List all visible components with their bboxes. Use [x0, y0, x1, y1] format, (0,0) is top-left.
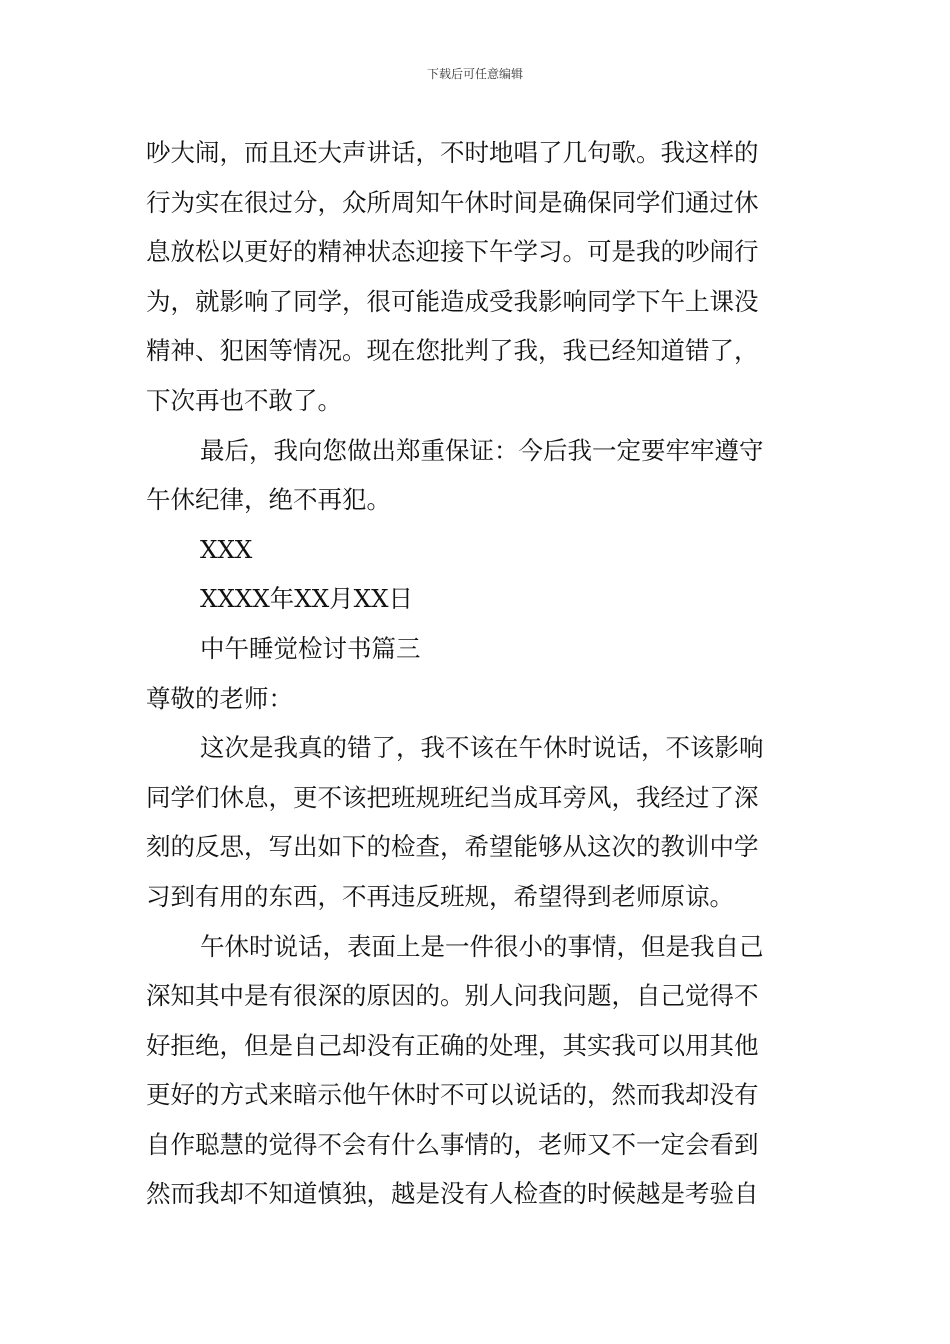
text-line: 习到有用的东西，不再违反班规，希望得到老师原谅。 — [146, 881, 734, 911]
page-header: 下载后可任意编辑 — [426, 67, 523, 81]
text-line: 然而我却不知道慎独，越是没有人检查的时候越是考验自 — [146, 1179, 759, 1209]
text-line: 吵大闹，而且还大声讲话，不时地唱了几句歌。我这样的 — [146, 138, 759, 167]
text-line: 息放松以更好的精神状态迎接下午学习。可是我的吵闹行 — [146, 237, 759, 267]
text-line: 同学们休息，更不该把班规班纪当成耳旁风，我经过了深 — [146, 782, 759, 812]
text-line: 下次再也不敢了。 — [146, 385, 342, 415]
text-line: 午休纪律，绝不再犯。 — [146, 485, 391, 515]
text-line: 为，就影响了同学，很可能造成受我影响同学下午上课没 — [146, 286, 759, 316]
text-line: 行为实在很过分，众所周知午休时间是确保同学们通过休 — [146, 187, 759, 217]
document-body — [146, 128, 806, 1219]
text-line: 精神、犯困等情况。现在您批判了我，我已经知道错了， — [146, 336, 759, 366]
signature-date: XXXX年XX月XX日 — [200, 584, 414, 614]
text-line: 这次是我真的错了，我不该在午休时说话，不该影响 — [200, 733, 764, 763]
text-line: 刻的反思，写出如下的检查，希望能够从这次的教训中学 — [146, 832, 759, 862]
salutation: 尊敬的老师： — [146, 683, 293, 713]
text-line: 自作聪慧的觉得不会有什么事情的，老师又不一定会看到 — [146, 1129, 759, 1159]
signature-name: XXX — [200, 534, 253, 564]
section-title: 中午睡觉检讨书篇三 — [200, 633, 421, 663]
text-line: 更好的方式来暗示他午休时不可以说话的，然而我却没有 — [146, 1080, 759, 1110]
text-line: 最后，我向您做出郑重保证：今后我一定要牢牢遵守 — [200, 435, 764, 465]
text-line: 深知其中是有很深的原因的。别人问我问题，自己觉得不 — [146, 981, 759, 1011]
text-line: 午休时说话，表面上是一件很小的事情，但是我自己 — [200, 931, 764, 961]
text-line: 好拒绝，但是自己却没有正确的处理，其实我可以用其他 — [146, 1030, 759, 1060]
